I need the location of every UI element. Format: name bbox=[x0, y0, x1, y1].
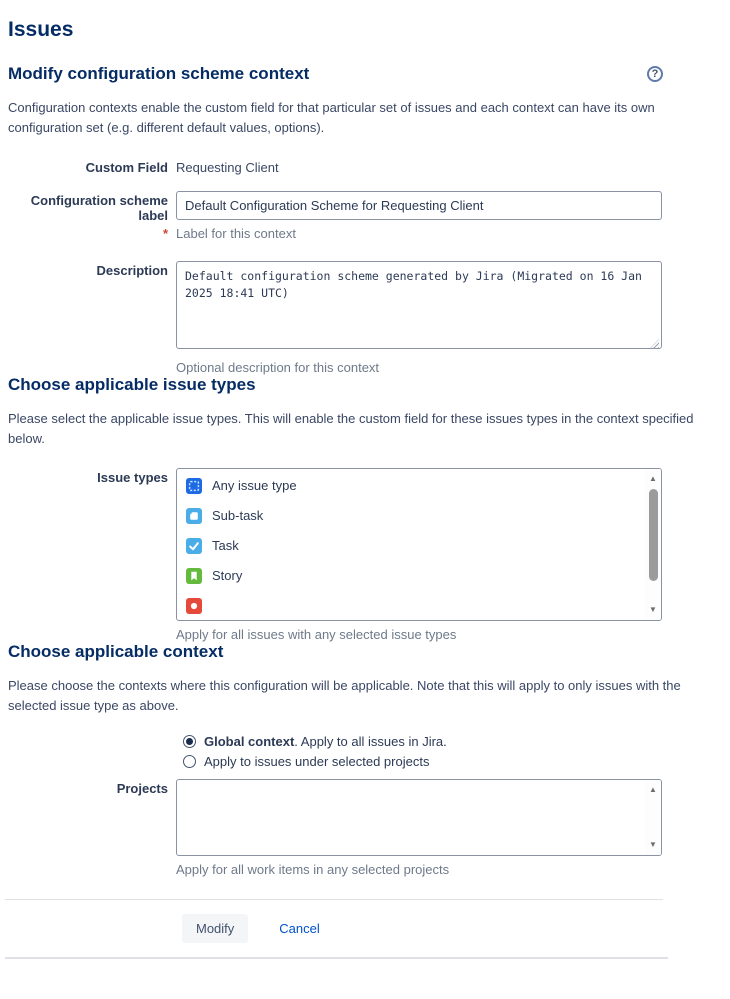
projects-hint: Apply for all work items in any selected projects bbox=[176, 861, 450, 877]
divider bbox=[5, 957, 668, 959]
issue-types-scrollbar[interactable] bbox=[645, 469, 661, 620]
story-icon bbox=[186, 568, 202, 584]
projects-label: Projects bbox=[116, 780, 168, 796]
projects-listbox[interactable] bbox=[176, 779, 662, 856]
scheme-label-input[interactable] bbox=[176, 191, 662, 220]
help-icon[interactable] bbox=[647, 66, 663, 82]
issue-types-heading: Choose applicable issue types bbox=[8, 375, 256, 395]
description-hint: Optional description for this context bbox=[176, 360, 380, 376]
bug-icon bbox=[186, 598, 202, 614]
list-item-label: Story bbox=[212, 568, 243, 584]
modify-button[interactable]: Modify bbox=[182, 914, 248, 943]
radio-label-bold: Global context bbox=[204, 733, 295, 749]
selected-projects-radio[interactable] bbox=[183, 755, 196, 768]
issue-types-intro: Please select the applicable issue types. This will enable the custom field for these issues types in the context specified below. bbox=[8, 411, 694, 447]
global-context-option[interactable] bbox=[183, 734, 722, 749]
scroll-down-icon[interactable]: ▼ bbox=[649, 604, 657, 614]
list-item-story[interactable] bbox=[177, 561, 661, 591]
list-item-label: Any issue type bbox=[212, 478, 297, 494]
description-row bbox=[8, 261, 722, 375]
subtask-icon bbox=[186, 508, 202, 524]
custom-field-label: Custom Field bbox=[85, 160, 168, 176]
task-icon bbox=[186, 538, 202, 554]
projects-scrollbar[interactable] bbox=[645, 780, 661, 855]
scroll-up-icon[interactable]: ▲ bbox=[649, 473, 657, 483]
scrollbar-thumb[interactable] bbox=[649, 489, 658, 581]
list-item-label: Sub-task bbox=[212, 508, 264, 524]
section-head bbox=[8, 64, 663, 84]
list-item-label: Task bbox=[212, 538, 239, 554]
custom-field-row bbox=[8, 158, 722, 175]
list-item-sub-task[interactable] bbox=[177, 501, 661, 531]
scheme-label-hint: Label for this context bbox=[176, 226, 296, 242]
button-row bbox=[182, 914, 722, 943]
issue-types-hint: Apply for all issues with any selected issue types bbox=[176, 626, 457, 642]
required-asterisk: * bbox=[162, 226, 168, 242]
selected-projects-option[interactable] bbox=[183, 754, 722, 769]
context-intro: Please choose the contexts where this configuration will be applicable. Note that this will apply to only issues with the selected issue type as above. bbox=[8, 677, 681, 713]
context-radio-group bbox=[183, 734, 722, 769]
any-issue-type-icon bbox=[186, 478, 202, 494]
list-item-task[interactable] bbox=[177, 531, 661, 561]
context-heading: Choose applicable context bbox=[8, 641, 224, 661]
issue-types-label: Issue types bbox=[97, 469, 168, 485]
scheme-label-row bbox=[8, 191, 722, 241]
radio-label-rest: Apply to issues under selected projects bbox=[204, 753, 430, 769]
issue-types-listbox[interactable] bbox=[176, 468, 662, 621]
scroll-up-icon[interactable]: ▲ bbox=[649, 784, 657, 794]
list-item-bug[interactable] bbox=[177, 591, 661, 621]
cancel-link[interactable]: Cancel bbox=[279, 920, 320, 936]
projects-row bbox=[8, 779, 722, 877]
divider bbox=[5, 899, 663, 900]
global-context-radio[interactable] bbox=[183, 735, 196, 748]
page-title: Issues bbox=[8, 18, 74, 41]
radio-label-rest: . Apply to all issues in Jira. bbox=[294, 733, 447, 749]
list-item-any-issue-type[interactable] bbox=[177, 471, 661, 501]
issue-types-row bbox=[8, 468, 722, 642]
modify-scheme-title: Modify configuration scheme context bbox=[8, 64, 310, 83]
description-textarea[interactable] bbox=[176, 261, 662, 349]
help-glyph: ? bbox=[651, 68, 659, 80]
scroll-down-icon[interactable]: ▼ bbox=[649, 839, 657, 849]
scheme-label-label: Configuration scheme label * bbox=[30, 193, 168, 242]
intro-text: Configuration contexts enable the custom field for that particular set of issues and each context can have its own configuration set (e.g. different default values, options). bbox=[8, 100, 655, 136]
custom-field-value: Requesting Client bbox=[176, 160, 279, 176]
description-label: Description bbox=[96, 263, 168, 279]
